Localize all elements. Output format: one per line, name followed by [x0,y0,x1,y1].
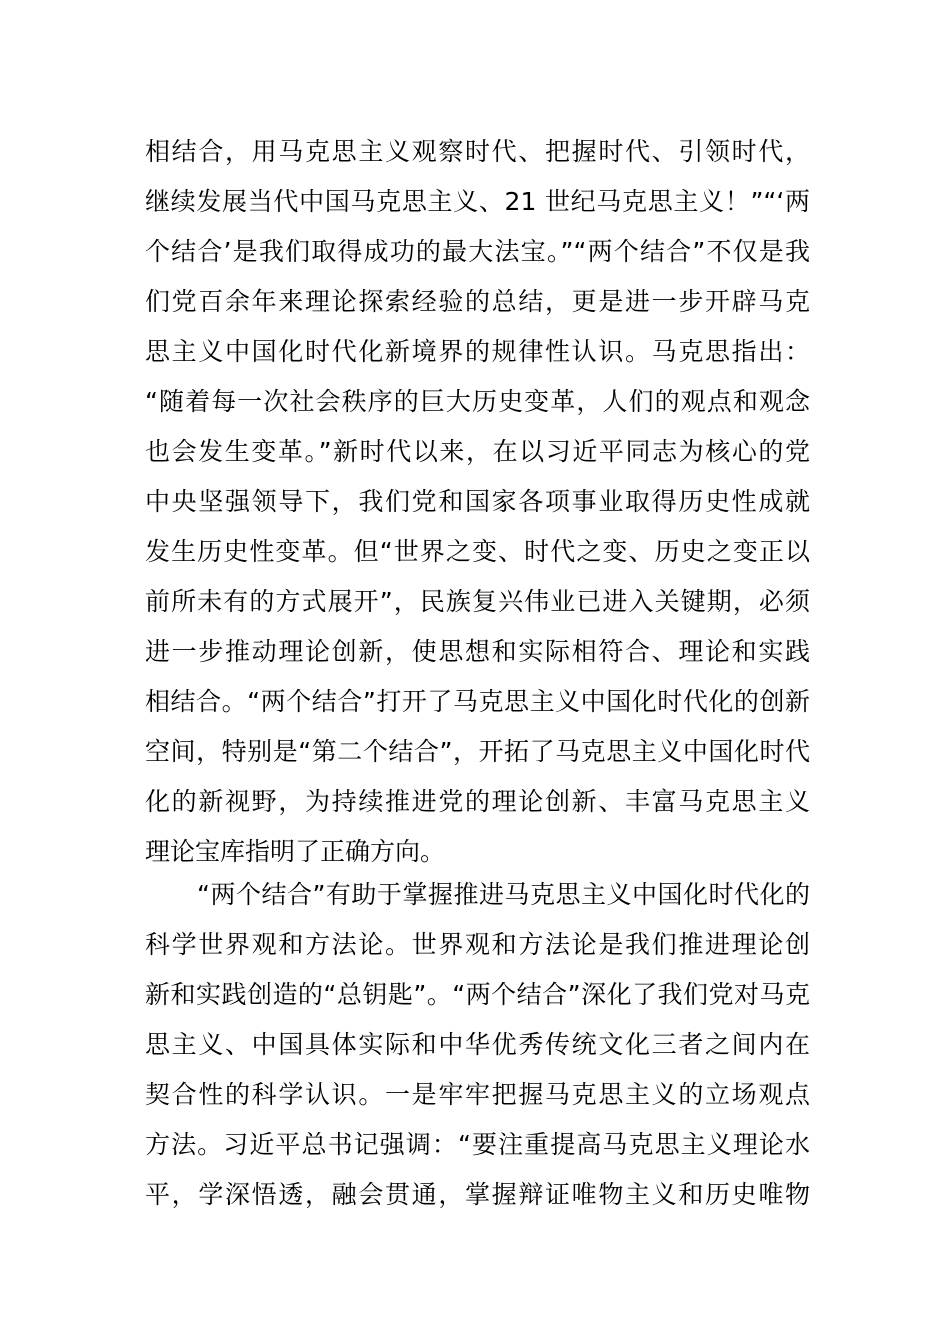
text-line: 化的新视野，为持续推进党的理论创新、丰富马克思主义 [145,787,810,816]
text-line: 中央坚强领导下，我们党和国家各项事业取得历史性成就 [145,487,810,516]
text-line: 空间，特别是“第二个结合”，开拓了马克思主义中国化时代 [145,737,810,766]
text-line: 前所未有的方式展开”，民族复兴伟业已进入关键期，必须 [145,587,810,616]
text-line: “随着每一次社会秩序的巨大历史变革，人们的观点和观念 [145,387,810,416]
text-line: 契合性的科学认识。一是牢牢把握马克思主义的立场观点 [145,1080,810,1109]
text-line: 发生历史性变革。但“世界之变、时代之变、历史之变正以 [145,537,810,566]
text-line: 方法。习近平总书记强调：“要注重提高马克思主义理论水 [145,1130,810,1159]
text-line: 科学世界观和方法论。世界观和方法论是我们推进理论创 [145,930,810,959]
text-line: 个结合’是我们取得成功的最大法宝。”“两个结合”不仅是我 [145,237,810,266]
text-line: 新和实践创造的“总钥匙”。“两个结合”深化了我们党对马克 [145,980,810,1009]
text-line: 平，学深悟透，融会贯通，掌握辩证唯物主义和历史唯物 [145,1180,810,1209]
text-line: 进一步推动理论创新，使思想和实际相符合、理论和实践 [145,637,810,666]
text-line: 相结合。“两个结合”打开了马克思主义中国化时代化的创新 [145,687,810,716]
paragraph-2 [145,870,810,1220]
text-line: 继续发展当代中国马克思主义、21 世纪马克思主义！”“‘两 [145,187,810,216]
text-line: 也会发生变革。”新时代以来，在以习近平同志为核心的党 [145,437,810,466]
text-line: 们党百余年来理论探索经验的总结，更是进一步开辟马克 [145,287,810,316]
text-line: 思主义中国化时代化新境界的规律性认识。马克思指出： [145,337,810,366]
text-line: 相结合，用马克思主义观察时代、把握时代、引领时代， [145,137,810,166]
paragraph-1 [145,127,810,877]
text-line: 理论宝库指明了正确方向。 [145,837,446,866]
text-line: 思主义、中国具体实际和中华优秀传统文化三者之间内在 [145,1030,810,1059]
text-line: “两个结合”有助于掌握推进马克思主义中国化时代化的 [197,880,810,909]
